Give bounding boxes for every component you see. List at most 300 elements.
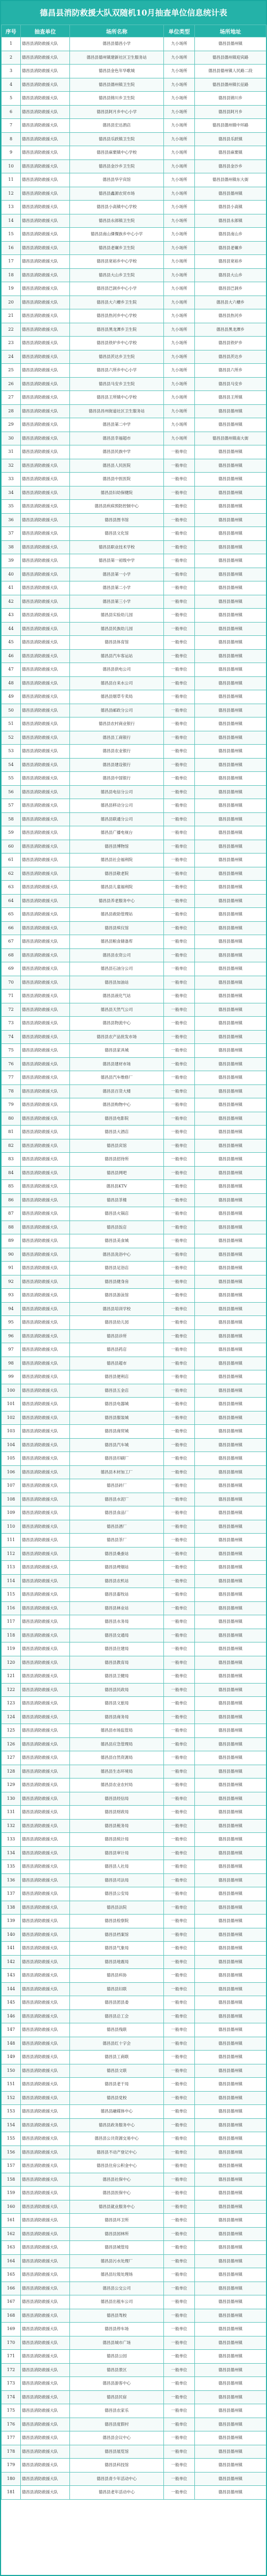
row-venue-name: 德昌县疾病预防控制中心 — [70, 500, 164, 514]
row-venue-address: 德昌县德州镇 — [195, 1493, 266, 1506]
row-index: 83 — [2, 1153, 21, 1167]
row-venue-name: 德昌县大六槽乡卫生院 — [70, 296, 164, 309]
row-unit-type: 一般单位 — [164, 1234, 195, 1248]
row-venue-name: 德昌县儿童福利院 — [70, 881, 164, 895]
row-venue-name: 德昌县社保中心 — [70, 2173, 164, 2187]
row-unit-type: 一般单位 — [164, 2486, 195, 2500]
row-index: 48 — [2, 676, 21, 690]
row-inspector: 德昌县消防救援大队 — [21, 2445, 70, 2459]
table-row — [2, 1833, 266, 1847]
row-venue-name: 德昌县就业服务中心 — [70, 2200, 164, 2214]
row-index: 117 — [2, 1615, 21, 1629]
row-unit-type: 一般单位 — [164, 445, 195, 459]
row-unit-type: 一般单位 — [164, 2105, 195, 2119]
table-row — [2, 840, 266, 854]
table-row — [2, 1084, 266, 1098]
row-venue-name: 德昌县人民医院 — [70, 459, 164, 473]
row-venue-address: 德昌县德州镇 — [195, 1234, 266, 1248]
row-inspector: 德昌县消防救援大队 — [21, 1044, 70, 1058]
row-index: 96 — [2, 1329, 21, 1343]
row-venue-address: 德昌县德州镇 — [195, 1112, 266, 1126]
row-unit-type: 九小场所 — [164, 214, 195, 228]
row-index: 56 — [2, 785, 21, 799]
row-venue-address: 德昌县德州镇 — [195, 2132, 266, 2146]
row-unit-type: 一般单位 — [164, 826, 195, 840]
row-unit-type: 一般单位 — [164, 731, 195, 745]
row-inspector: 德昌县消防救援大队 — [21, 948, 70, 962]
row-index: 160 — [2, 2200, 21, 2214]
table-row — [2, 2173, 266, 2187]
row-venue-name: 德昌县洗浴中心 — [70, 1248, 164, 1262]
row-index: 15 — [2, 228, 21, 242]
row-unit-type: 九小场所 — [164, 159, 195, 173]
row-inspector: 德昌县消防救援大队 — [21, 1248, 70, 1262]
row-index: 19 — [2, 282, 21, 296]
row-venue-name: 德昌县幸福超市 — [70, 432, 164, 445]
table-header — [2, 25, 266, 37]
row-venue-address: 德昌县茨达乡 — [195, 350, 266, 364]
row-venue-address: 德昌县德州镇 — [195, 1982, 266, 1996]
row-venue-name: 德昌县德昌小学 — [70, 37, 164, 51]
row-unit-type: 九小场所 — [164, 105, 195, 119]
row-venue-address: 德昌县永郎镇 — [195, 214, 266, 228]
row-unit-type: 一般单位 — [164, 2254, 195, 2268]
row-inspector: 德昌县消防救援大队 — [21, 282, 70, 296]
row-unit-type: 一般单位 — [164, 1262, 195, 1275]
row-venue-address: 德昌县德州镇 — [195, 704, 266, 717]
row-unit-type: 一般单位 — [164, 1724, 195, 1738]
row-inspector: 德昌县消防救援大队 — [21, 473, 70, 487]
row-index: 157 — [2, 2159, 21, 2173]
row-unit-type: 一般单位 — [164, 1873, 195, 1887]
row-inspector: 德昌县消防救援大队 — [21, 1153, 70, 1167]
row-inspector: 德昌县消防救援大队 — [21, 1629, 70, 1642]
row-inspector: 德昌县消防救援大队 — [21, 1534, 70, 1548]
row-inspector: 德昌县消防救援大队 — [21, 2214, 70, 2228]
row-inspector: 德昌县消防救援大队 — [21, 432, 70, 445]
row-inspector: 德昌县消防救援大队 — [21, 1915, 70, 1928]
row-index: 51 — [2, 717, 21, 731]
row-index: 137 — [2, 1887, 21, 1901]
row-unit-type: 九小场所 — [164, 309, 195, 323]
row-index: 178 — [2, 2445, 21, 2459]
row-unit-type: 一般单位 — [164, 1126, 195, 1139]
row-unit-type: 一般单位 — [164, 1193, 195, 1207]
column-header-venue-name: 场所名称 — [70, 25, 164, 37]
table-row — [2, 37, 266, 51]
row-index: 155 — [2, 2132, 21, 2146]
row-unit-type: 一般单位 — [164, 1180, 195, 1194]
table-row — [2, 1465, 266, 1479]
row-index: 108 — [2, 1493, 21, 1506]
table-row — [2, 2159, 266, 2173]
row-index: 132 — [2, 1819, 21, 1833]
table-row — [2, 2078, 266, 2092]
row-venue-name: 德昌县不动产登记中心 — [70, 2146, 164, 2159]
row-inspector: 德昌县消防救援大队 — [21, 1819, 70, 1833]
table-row — [2, 2309, 266, 2323]
row-index: 42 — [2, 595, 21, 609]
row-venue-address: 德昌县德州镇 — [195, 1017, 266, 1031]
row-inspector: 德昌县消防救援大队 — [21, 214, 70, 228]
row-venue-address: 德昌县德州镇 — [195, 1629, 266, 1642]
row-inspector: 德昌县消防救援大队 — [21, 867, 70, 881]
row-venue-address: 德昌县德州镇东大街 — [195, 173, 266, 187]
row-unit-type: 一般单位 — [164, 459, 195, 473]
row-venue-address: 德昌县德州镇 — [195, 1928, 266, 1942]
row-index: 140 — [2, 1928, 21, 1942]
row-unit-type: 一般单位 — [164, 2377, 195, 2391]
row-inspector: 德昌县消防救援大队 — [21, 1221, 70, 1234]
row-index: 123 — [2, 1697, 21, 1711]
table-row — [2, 745, 266, 759]
row-venue-address: 德昌县德州镇 — [195, 2459, 266, 2473]
table-row — [2, 1901, 266, 1915]
row-unit-type: 一般单位 — [164, 976, 195, 990]
row-inspector: 德昌县消防救援大队 — [21, 772, 70, 786]
row-index: 45 — [2, 636, 21, 650]
row-venue-name: 德昌县食品厂 — [70, 1506, 164, 1520]
row-venue-address: 德昌县德州镇 — [195, 1384, 266, 1398]
row-inspector: 德昌县消防救援大队 — [21, 78, 70, 92]
row-inspector: 德昌县消防救援大队 — [21, 323, 70, 337]
row-venue-name: 德昌县宏达酒店 — [70, 119, 164, 133]
row-unit-type: 九小场所 — [164, 282, 195, 296]
row-unit-type: 九小场所 — [164, 432, 195, 445]
row-inspector: 德昌县消防救援大队 — [21, 364, 70, 378]
row-venue-address: 德昌县德州镇 — [195, 2486, 266, 2500]
row-unit-type: 一般单位 — [164, 2214, 195, 2228]
row-venue-address: 德昌县阿月乡 — [195, 105, 266, 119]
row-venue-address: 德昌县德州镇 — [195, 1126, 266, 1139]
row-index: 102 — [2, 1411, 21, 1425]
row-index: 91 — [2, 1262, 21, 1275]
row-inspector: 德昌县消防救援大队 — [21, 418, 70, 432]
table-row — [2, 432, 266, 445]
table-row — [2, 391, 266, 405]
row-venue-address: 德昌县南山乡 — [195, 228, 266, 242]
row-venue-name: 德昌县农村商业银行 — [70, 717, 164, 731]
row-inspector: 德昌县消防救援大队 — [21, 1942, 70, 1956]
row-index: 52 — [2, 731, 21, 745]
row-unit-type: 一般单位 — [164, 1710, 195, 1724]
row-venue-name: 德昌县党校 — [70, 2091, 164, 2105]
table-row — [2, 1737, 266, 1751]
table-body — [2, 37, 266, 2500]
row-inspector: 德昌县消防救援大队 — [21, 540, 70, 554]
row-inspector: 德昌县消防救援大队 — [21, 37, 70, 51]
row-venue-address: 德昌县德州镇 — [195, 1166, 266, 1180]
row-inspector: 德昌县消防救援大队 — [21, 2132, 70, 2146]
table-row — [2, 201, 266, 214]
row-venue-address: 德昌县德州镇 — [195, 1955, 266, 1969]
row-index: 173 — [2, 2377, 21, 2391]
row-index: 1 — [2, 37, 21, 51]
row-index: 63 — [2, 881, 21, 895]
row-venue-name: 德昌县德州镇建新社区卫生服务站 — [70, 51, 164, 65]
row-venue-name: 德昌县卫健局 — [70, 1670, 164, 1684]
table-row — [2, 908, 266, 922]
row-venue-address: 德昌县德州镇 — [195, 881, 266, 895]
row-unit-type: 一般单位 — [164, 581, 195, 595]
row-venue-address: 德昌县德州镇 — [195, 731, 266, 745]
row-index: 150 — [2, 2064, 21, 2078]
row-index: 135 — [2, 1860, 21, 1874]
row-inspector: 德昌县消防救援大队 — [21, 1425, 70, 1439]
row-venue-address: 德昌县德州镇 — [195, 1670, 266, 1684]
row-index: 153 — [2, 2105, 21, 2119]
row-unit-type: 一般单位 — [164, 785, 195, 799]
row-venue-address: 德昌县德州镇 — [195, 1819, 266, 1833]
row-unit-type: 一般单位 — [164, 676, 195, 690]
row-unit-type: 一般单位 — [164, 1465, 195, 1479]
row-unit-type: 一般单位 — [164, 1425, 195, 1439]
table-row — [2, 962, 266, 976]
row-venue-address: 德昌县德州镇 — [195, 527, 266, 541]
row-venue-address: 德昌县德州镇 — [195, 1860, 266, 1874]
row-index: 164 — [2, 2254, 21, 2268]
row-index: 93 — [2, 1289, 21, 1303]
row-unit-type: 一般单位 — [164, 1996, 195, 2010]
row-index: 145 — [2, 1996, 21, 2010]
row-venue-address: 德昌县德州镇 — [195, 1153, 266, 1167]
table-row — [2, 1765, 266, 1779]
row-unit-type: 一般单位 — [164, 1547, 195, 1561]
row-venue-name: 德昌县昌州街道社区卫生服务站 — [70, 404, 164, 418]
row-inspector: 德昌县消防救援大队 — [21, 2105, 70, 2119]
row-inspector: 德昌县消防救援大队 — [21, 2173, 70, 2187]
row-unit-type: 九小场所 — [164, 228, 195, 242]
row-inspector: 德昌县消防救援大队 — [21, 758, 70, 772]
row-index: 86 — [2, 1193, 21, 1207]
row-venue-address: 德昌县德州镇 — [195, 2187, 266, 2200]
row-inspector: 德昌县消防救援大队 — [21, 1982, 70, 1996]
row-venue-address: 德昌县德州镇 — [195, 2064, 266, 2078]
table-row — [2, 1561, 266, 1575]
row-venue-address: 德昌县大六槽乡 — [195, 296, 266, 309]
row-unit-type: 一般单位 — [164, 500, 195, 514]
row-venue-address: 德昌县德州镇 — [195, 513, 266, 527]
row-venue-address: 德昌县德州镇 — [195, 1262, 266, 1275]
table-row — [2, 1166, 266, 1180]
table-row — [2, 1493, 266, 1506]
table-row — [2, 1139, 266, 1153]
row-inspector: 德昌县消防救援大队 — [21, 1642, 70, 1656]
row-venue-address: 德昌县德州镇 — [195, 1588, 266, 1602]
table-row — [2, 2404, 266, 2418]
row-inspector: 德昌县消防救援大队 — [21, 173, 70, 187]
row-index: 69 — [2, 962, 21, 976]
table-row — [2, 500, 266, 514]
row-venue-address: 德昌县德州镇 — [195, 2418, 266, 2431]
row-inspector: 德昌县消防救援大队 — [21, 2241, 70, 2255]
row-index: 114 — [2, 1574, 21, 1588]
row-index: 167 — [2, 2295, 21, 2309]
table-row — [2, 1969, 266, 1983]
row-index: 168 — [2, 2309, 21, 2323]
table-row — [2, 473, 266, 487]
row-index: 120 — [2, 1656, 21, 1670]
row-index: 138 — [2, 1901, 21, 1915]
table-row — [2, 990, 266, 1003]
row-venue-name: 德昌县农资公司 — [70, 948, 164, 962]
row-inspector: 德昌县消防救援大队 — [21, 1846, 70, 1860]
row-index: 33 — [2, 473, 21, 487]
row-unit-type: 一般单位 — [164, 948, 195, 962]
table-row — [2, 1697, 266, 1711]
row-index: 177 — [2, 2431, 21, 2445]
row-venue-address: 德昌县德州镇 — [195, 785, 266, 799]
table-row — [2, 1438, 266, 1452]
table-row — [2, 2336, 266, 2350]
row-inspector: 德昌县消防救援大队 — [21, 1071, 70, 1085]
row-unit-type: 一般单位 — [164, 649, 195, 663]
row-index: 46 — [2, 649, 21, 663]
row-venue-name: 德昌县职业技术学校 — [70, 540, 164, 554]
table-row — [2, 486, 266, 500]
row-venue-name: 德昌县交通局 — [70, 1629, 164, 1642]
row-unit-type: 九小场所 — [164, 323, 195, 337]
row-venue-name: 德昌县园林所 — [70, 2227, 164, 2241]
table-row — [2, 1534, 266, 1548]
row-unit-type: 一般单位 — [164, 663, 195, 677]
table-row — [2, 527, 266, 541]
row-unit-type: 一般单位 — [164, 1343, 195, 1357]
row-unit-type: 一般单位 — [164, 2159, 195, 2173]
row-index: 5 — [2, 92, 21, 106]
row-index: 7 — [2, 119, 21, 133]
row-venue-name: 德昌县六所乡中心小学 — [70, 364, 164, 378]
row-venue-address: 德昌县德州镇 — [195, 2037, 266, 2051]
row-index: 67 — [2, 935, 21, 949]
table-row — [2, 1846, 266, 1860]
row-inspector: 德昌县消防救援大队 — [21, 1084, 70, 1098]
row-venue-name: 德昌县工商联 — [70, 2051, 164, 2064]
row-inspector: 德昌县消防救援大队 — [21, 187, 70, 201]
table-row — [2, 881, 266, 895]
row-unit-type: 一般单位 — [164, 1316, 195, 1330]
row-inspector: 德昌县消防救援大队 — [21, 554, 70, 568]
row-inspector: 德昌县消防救援大队 — [21, 1452, 70, 1466]
row-index: 101 — [2, 1398, 21, 1411]
row-unit-type: 一般单位 — [164, 962, 195, 976]
row-venue-name: 德昌县政务服务中心 — [70, 2118, 164, 2132]
table-row — [2, 1098, 266, 1112]
row-index: 156 — [2, 2146, 21, 2159]
row-inspector: 德昌县消防救援大队 — [21, 1493, 70, 1506]
row-inspector: 德昌县消防救援大队 — [21, 1873, 70, 1887]
row-venue-address: 德昌县德州镇 — [195, 867, 266, 881]
row-inspector: 德昌县消防救援大队 — [21, 1370, 70, 1384]
table-row — [2, 1629, 266, 1642]
row-venue-address: 德昌县德州镇 — [195, 1601, 266, 1615]
row-venue-name: 德昌县社会福利院 — [70, 854, 164, 867]
table-row — [2, 1153, 266, 1167]
row-venue-name: 德昌县第二小学 — [70, 581, 164, 595]
table-row — [2, 1193, 266, 1207]
row-venue-address: 德昌县德州镇 — [195, 1329, 266, 1343]
row-unit-type: 一般单位 — [164, 1534, 195, 1548]
row-unit-type: 九小场所 — [164, 119, 195, 133]
row-venue-address: 德昌县老碾乡 — [195, 241, 266, 255]
row-venue-address: 德昌县德州镇 — [195, 690, 266, 704]
row-venue-address: 德昌县德州镇 — [195, 894, 266, 908]
row-index: 9 — [2, 146, 21, 160]
row-venue-name: 德昌县老干局 — [70, 2078, 164, 2092]
row-venue-name: 德昌县审计局 — [70, 1846, 164, 1860]
table-row — [2, 404, 266, 418]
row-unit-type: 一般单位 — [164, 1942, 195, 1956]
table-row — [2, 1915, 266, 1928]
row-unit-type: 一般单位 — [164, 1969, 195, 1983]
row-inspector: 德昌县消防救援大队 — [21, 1737, 70, 1751]
row-inspector: 德昌县消防救援大队 — [21, 690, 70, 704]
table-row — [2, 1860, 266, 1874]
table-row — [2, 1003, 266, 1017]
row-venue-name: 德昌县木材加工厂 — [70, 1465, 164, 1479]
row-inspector: 德昌县消防救援大队 — [21, 731, 70, 745]
row-unit-type: 一般单位 — [164, 1438, 195, 1452]
row-unit-type: 一般单位 — [164, 1928, 195, 1942]
table-row — [2, 268, 266, 282]
row-venue-address: 德昌县德州镇 — [195, 990, 266, 1003]
row-index: 181 — [2, 2486, 21, 2500]
row-inspector: 德昌县消防救援大队 — [21, 201, 70, 214]
row-venue-address: 德昌县王所镇 — [195, 391, 266, 405]
row-venue-name: 德昌县KTV — [70, 1180, 164, 1194]
row-venue-name: 德昌县法院 — [70, 1901, 164, 1915]
row-venue-name: 德昌县百货大楼 — [70, 1084, 164, 1098]
row-unit-type: 九小场所 — [164, 201, 195, 214]
row-venue-address: 德昌县德州镇 — [195, 1316, 266, 1330]
row-venue-name: 德昌县气象局 — [70, 1942, 164, 1956]
row-unit-type: 一般单位 — [164, 1751, 195, 1765]
row-inspector: 德昌县消防救援大队 — [21, 1697, 70, 1711]
row-venue-name: 德昌县民族中学 — [70, 445, 164, 459]
row-venue-address: 德昌县德州镇 — [195, 595, 266, 609]
row-venue-name: 德昌县大酒店 — [70, 1126, 164, 1139]
table-row — [2, 1017, 266, 1031]
row-venue-address: 德昌县德州镇 — [195, 2091, 266, 2105]
row-venue-name: 德昌县阿月乡中心小学 — [70, 105, 164, 119]
table-row — [2, 1751, 266, 1765]
row-venue-name: 德昌县环卫所 — [70, 2214, 164, 2228]
row-unit-type: 一般单位 — [164, 1098, 195, 1112]
row-index: 64 — [2, 894, 21, 908]
table-row — [2, 51, 266, 65]
row-index: 180 — [2, 2472, 21, 2486]
table-row — [2, 609, 266, 623]
row-venue-name: 德昌县老年活动中心 — [70, 2486, 164, 2500]
row-venue-address: 德昌县德州镇 — [195, 1289, 266, 1303]
row-unit-type: 一般单位 — [164, 540, 195, 554]
row-index: 16 — [2, 241, 21, 255]
row-venue-name: 德昌县宾馆 — [70, 1139, 164, 1153]
row-inspector: 德昌县消防救援大队 — [21, 1520, 70, 1534]
row-index: 79 — [2, 1098, 21, 1112]
row-index: 99 — [2, 1370, 21, 1384]
row-inspector: 德昌县消防救援大队 — [21, 2146, 70, 2159]
row-inspector: 德昌县消防救援大队 — [21, 636, 70, 650]
row-unit-type: 一般单位 — [164, 1003, 195, 1017]
row-venue-name: 德昌县砖厂 — [70, 1479, 164, 1493]
row-index: 18 — [2, 268, 21, 282]
row-index: 127 — [2, 1751, 21, 1765]
row-index: 175 — [2, 2404, 21, 2418]
row-inspector: 德昌县消防救援大队 — [21, 1193, 70, 1207]
row-venue-address: 德昌县德州镇 — [195, 826, 266, 840]
row-venue-name: 德昌县大山乡卫生院 — [70, 268, 164, 282]
